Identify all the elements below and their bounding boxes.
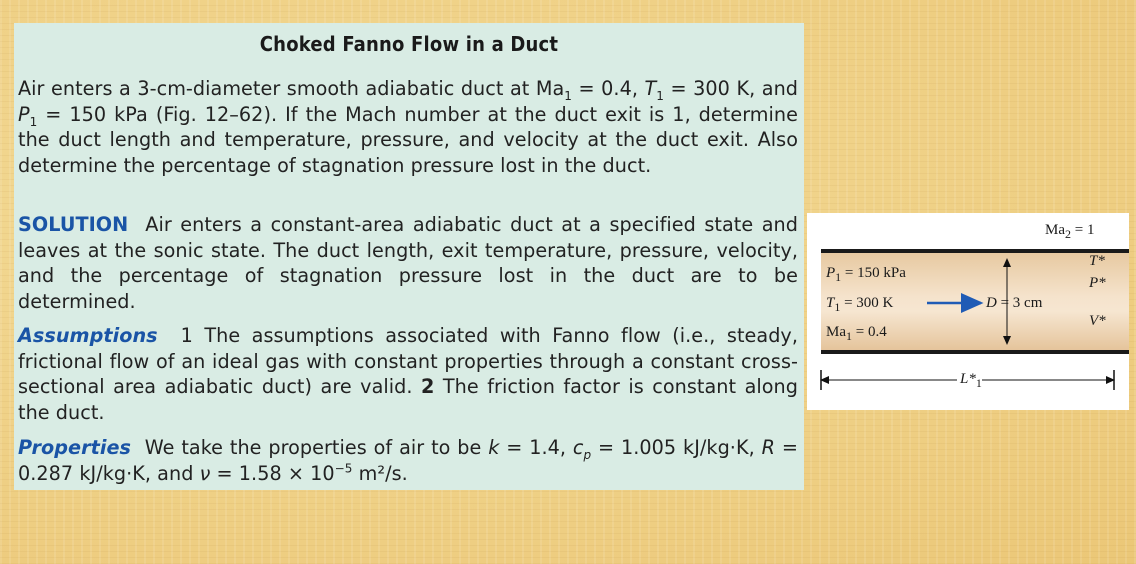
problem-text-a: Air enters a 3-cm-diameter smooth adiabatic duct at Ma: [18, 77, 565, 100]
symbol-nu: ν: [199, 461, 211, 485]
label-p1: $P_1 = 150$ kPa: [826, 265, 906, 284]
symbol-k: k: [488, 436, 500, 459]
solution-text: Air enters a constant-area adiabatic duct at a specified state and leaves at the sonic state. The duct length, exit temperature, pressure, velocity, and the percentage of stagnation pressure lost in the duct are to be determined.: [18, 213, 798, 313]
duct-figure: [807, 213, 1129, 410]
problem-text-d: = 150 kPa (Fig. 12–62). If the Mach number at the duct exit is 1, determine the duct length and temperature, pressure, and velocity at the duct exit. Also determine the percentage of stagnation pressure lost in the duct.: [18, 102, 798, 177]
assumptions-paragraph: [18, 323, 798, 425]
nu-value: = 1.58 × 10: [210, 461, 335, 485]
label-diameter: D = 3 cm: [986, 295, 1043, 311]
symbol-P: P: [18, 102, 30, 126]
assumption-text-1: The assumptions associated with Fanno flow (i.e., steady, frictional flow of an ideal gas with constant properties through a constant cross-sectional area adiabatic duct) are valid.: [18, 324, 798, 398]
label-pstar: P*: [1089, 275, 1106, 291]
label-ma2: $Ma_2 = 1$: [1045, 222, 1095, 241]
subscript: 1: [564, 88, 572, 103]
properties-paragraph: [18, 435, 798, 486]
assumption-number-2: 2: [421, 375, 435, 398]
R-value: = 0.287 kJ/kg·K, and: [18, 436, 798, 485]
subscript: 1: [656, 88, 664, 103]
assumption-text-2: The friction factor is constant along the duct.: [18, 375, 798, 424]
problem-text-b: = 0.4,: [571, 77, 645, 100]
problem-text-c: = 300 K, and: [663, 77, 799, 100]
subscript: p: [583, 447, 592, 462]
label-t1: $T_1 = 300$ K: [826, 295, 894, 314]
problem-statement: [18, 76, 798, 178]
subscript: 1: [29, 114, 38, 129]
cp-value: = 1.005 kJ/kg·K,: [591, 436, 755, 459]
nu-exponent: −5: [334, 461, 353, 476]
solution-paragraph: [18, 212, 798, 314]
symbol-T: T: [644, 77, 657, 100]
assumption-number-1: 1: [180, 324, 193, 347]
properties-heading: Properties: [18, 436, 132, 459]
assumptions-heading: Assumptions: [18, 324, 158, 347]
label-length: $L*_1$: [960, 371, 982, 390]
label-tstar: T*: [1089, 253, 1105, 269]
solution-heading: SOLUTION: [18, 213, 129, 236]
page-title: Choked Fanno Flow in a Duct: [259, 32, 559, 56]
label-vstar: V*: [1089, 313, 1106, 329]
label-ma1: $Ma_1 = 0.4$: [826, 324, 887, 343]
symbol-R: R: [761, 436, 775, 459]
k-value: = 1.4,: [499, 436, 573, 459]
symbol-c: c: [572, 436, 584, 459]
problem-panel: [14, 23, 804, 490]
properties-text: We take the properties of air to be: [144, 436, 489, 459]
nu-unit: m²/s.: [352, 461, 408, 485]
